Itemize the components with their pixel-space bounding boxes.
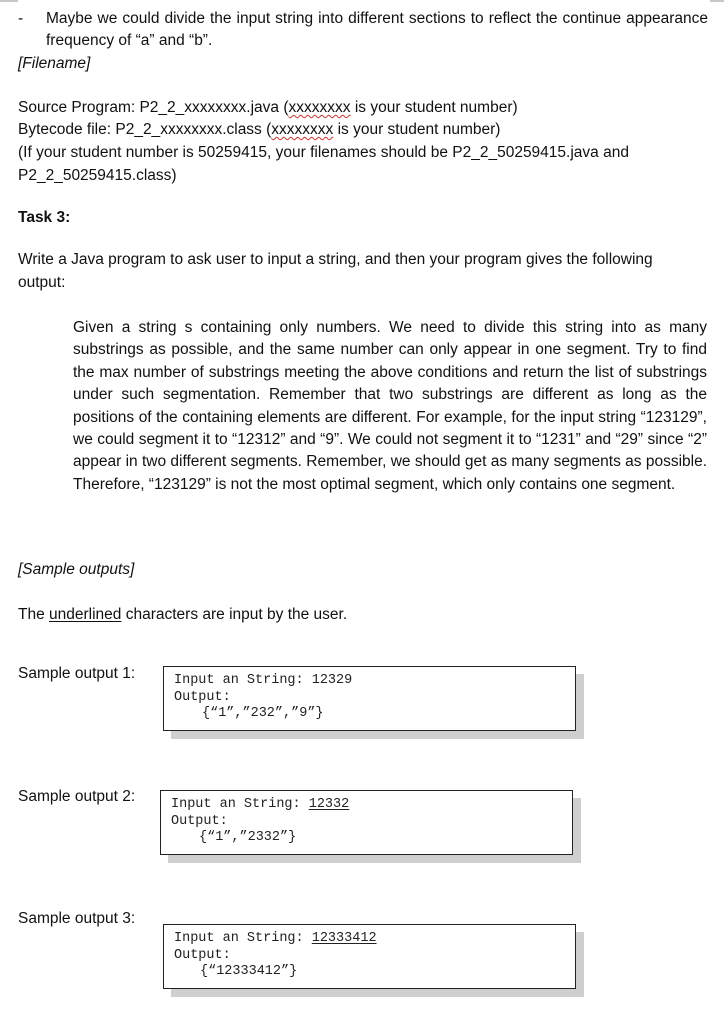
sample-1-prompt: Input an String:	[174, 673, 312, 688]
sample-outputs-heading: [Sample outputs]	[18, 561, 135, 578]
page-corner-mark-right	[710, 0, 724, 5]
source-program-placeholder: xxxxxxxx	[184, 99, 247, 116]
sample-2-input: 12332	[308, 797, 350, 812]
example-note-line-2: P2_2_50259415.class)	[18, 167, 177, 184]
sample-3-result: {“12333412”}	[200, 964, 298, 979]
sample-label-2: Sample output 2:	[18, 788, 136, 805]
sample-3-input: 12333412	[311, 931, 377, 946]
bytecode-file-placeholder: xxxxxxxx	[160, 121, 223, 138]
underline-note-before: The	[18, 606, 50, 623]
sample-1-prompt-line	[174, 673, 565, 690]
sample-label-1: Sample output 1:	[18, 665, 136, 682]
sample-output-box-3	[163, 924, 576, 989]
underline-note-after: characters are input by the user.	[121, 606, 348, 623]
bytecode-file-label: Bytecode file: P2_2_	[18, 121, 161, 138]
underline-note-word: underlined	[49, 606, 122, 623]
sample-2-result: {“1”,”2332”}	[199, 830, 297, 845]
bytecode-file-squiggle: xxxxxxxx	[271, 121, 334, 138]
source-program-ext: .java (	[246, 99, 289, 116]
underline-note	[18, 604, 347, 626]
bytecode-file-note: is your student number)	[333, 121, 501, 138]
task-intro-line-2: output:	[18, 274, 66, 291]
sample-1-input: 12329	[311, 673, 353, 688]
page-corner-mark-left	[0, 0, 18, 5]
bytecode-file-ext: .class (	[222, 121, 272, 138]
filename-heading: [Filename]	[18, 55, 91, 72]
sample-3-output-label: Output:	[174, 947, 231, 963]
source-program-label: Source Program: P2_2_	[18, 99, 185, 116]
sample-3-prompt: Input an String:	[174, 931, 312, 946]
sample-output-box-2	[160, 790, 573, 855]
sample-label-3: Sample output 3:	[18, 910, 136, 927]
sample-output-box-1	[163, 666, 576, 731]
sample-2-prompt: Input an String:	[171, 797, 309, 812]
sample-2-prompt-line	[171, 797, 562, 814]
example-note-line-1: (If your student number is 50259415, your filenames should be P2_2_50259415.java and	[18, 144, 629, 161]
sample-1-result: {“1”,”232”,”9”}	[202, 706, 324, 721]
bullet-text: Maybe we could divide the input string into different sections to reflect the continue appearance frequency of “a” and “b”.	[46, 10, 708, 49]
task-intro-line-1: Write a Java program to ask user to input a string, and then your program gives the following	[18, 251, 653, 268]
bytecode-file-line	[18, 119, 500, 141]
bullet-dash: -	[18, 10, 24, 27]
task-description: Given a string s containing only numbers. We need to divide this string into as many substrings as possible, and the same number can only appear in one segment. Try to find the max number of substrings meeting the above conditions and return the list of substrings under such segmentation. Remember that two substrings are different as long as the positions of the containing elements are different. For example, for the input string “123129”, we could segment it to “12312” and “9”. We could not segment it to “1231” and “29” since “2” appear in two different segments. Remember, we should get as many segments as possible. Therefore, “123129” is not the most optimal segment, which only contains one segment.	[73, 319, 707, 493]
source-program-squiggle: xxxxxxxx	[288, 99, 351, 116]
source-program-line	[18, 97, 518, 119]
task-heading: Task 3:	[18, 209, 71, 226]
source-program-note: is your student number)	[350, 99, 518, 116]
sample-2-output-label: Output:	[171, 813, 228, 829]
sample-1-output-label: Output:	[174, 689, 231, 705]
sample-3-prompt-line	[174, 931, 565, 948]
